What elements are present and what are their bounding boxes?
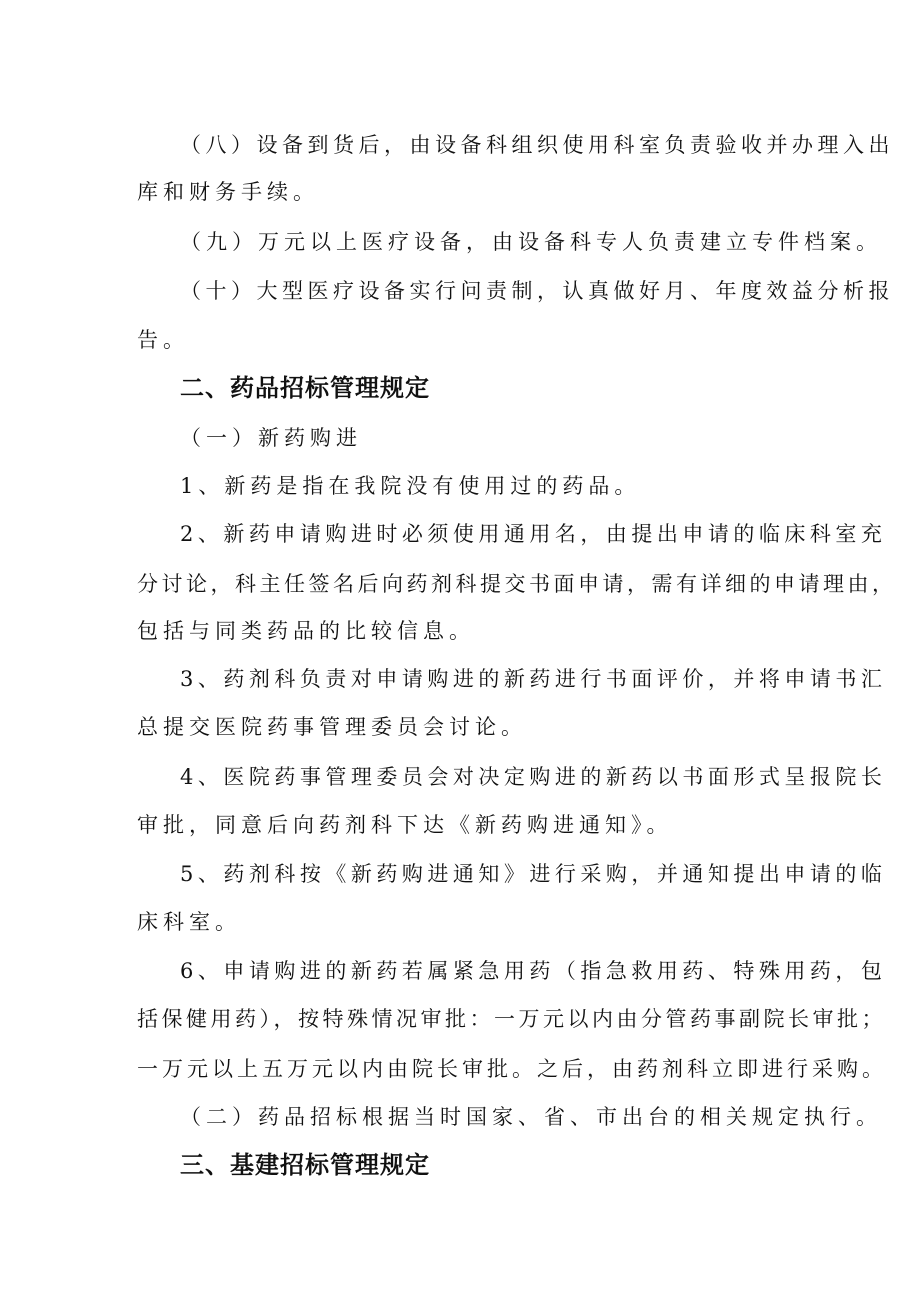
paragraph-line: 一万元以上五万元以内由院长审批。之后，由药剂科立即进行采购。: [137, 1057, 887, 1081]
paragraph-line: 床科室。: [137, 910, 241, 934]
paragraph-line: 审批，同意后向药剂科下达《新药购进通知》。: [137, 813, 673, 837]
paragraph-line: 包括与同类药品的比较信息。: [137, 619, 475, 643]
paragraph-line: 6、申请购进的新药若属紧急用药（指急救用药、特殊用药，包: [180, 959, 887, 983]
paragraph-line: 括保健用药），按特殊情况审批：一万元以内由分管药事副院长审批；: [137, 1007, 886, 1031]
paragraph-line: 1、新药是指在我院没有使用过的药品。: [180, 474, 641, 498]
paragraph-line: （二）药品招标根据当时国家、省、市出台的相关规定执行。: [180, 1105, 882, 1129]
paragraph-line: （九）万元以上医疗设备，由设备科专人负责建立专件档案。: [180, 230, 882, 254]
paragraph-line: 分讨论，科主任签名后向药剂科提交书面申请，需有详细的申请理由，: [137, 572, 897, 596]
paragraph-line: 库和财务手续。: [137, 180, 319, 204]
paragraph-line: （十）大型医疗设备实行问责制，认真做好月、年度效益分析报: [180, 279, 894, 303]
paragraph-line: 总提交医院药事管理委员会讨论。: [137, 715, 527, 739]
paragraph-line: 告。: [137, 328, 189, 352]
paragraph-line: 3、药剂科负责对申请购进的新药进行书面评价，并将申请书汇: [180, 667, 887, 691]
section-heading-drug-tender: 二、药品招标管理规定: [180, 374, 430, 402]
paragraph-line: （八）设备到货后，由设备科组织使用科室负责验收并办理入出: [180, 133, 894, 157]
subsection-title: （一）新药购进: [180, 426, 362, 450]
section-heading-construction-tender: 三、基建招标管理规定: [180, 1151, 430, 1179]
paragraph-line: 4、医院药事管理委员会对决定购进的新药以书面形式呈报院长: [180, 765, 887, 789]
paragraph-line: 2、新药申请购进时必须使用通用名，由提出申请的临床科室充: [180, 522, 887, 546]
paragraph-line: 5、药剂科按《新药购进通知》进行采购，并通知提出申请的临: [180, 862, 887, 886]
